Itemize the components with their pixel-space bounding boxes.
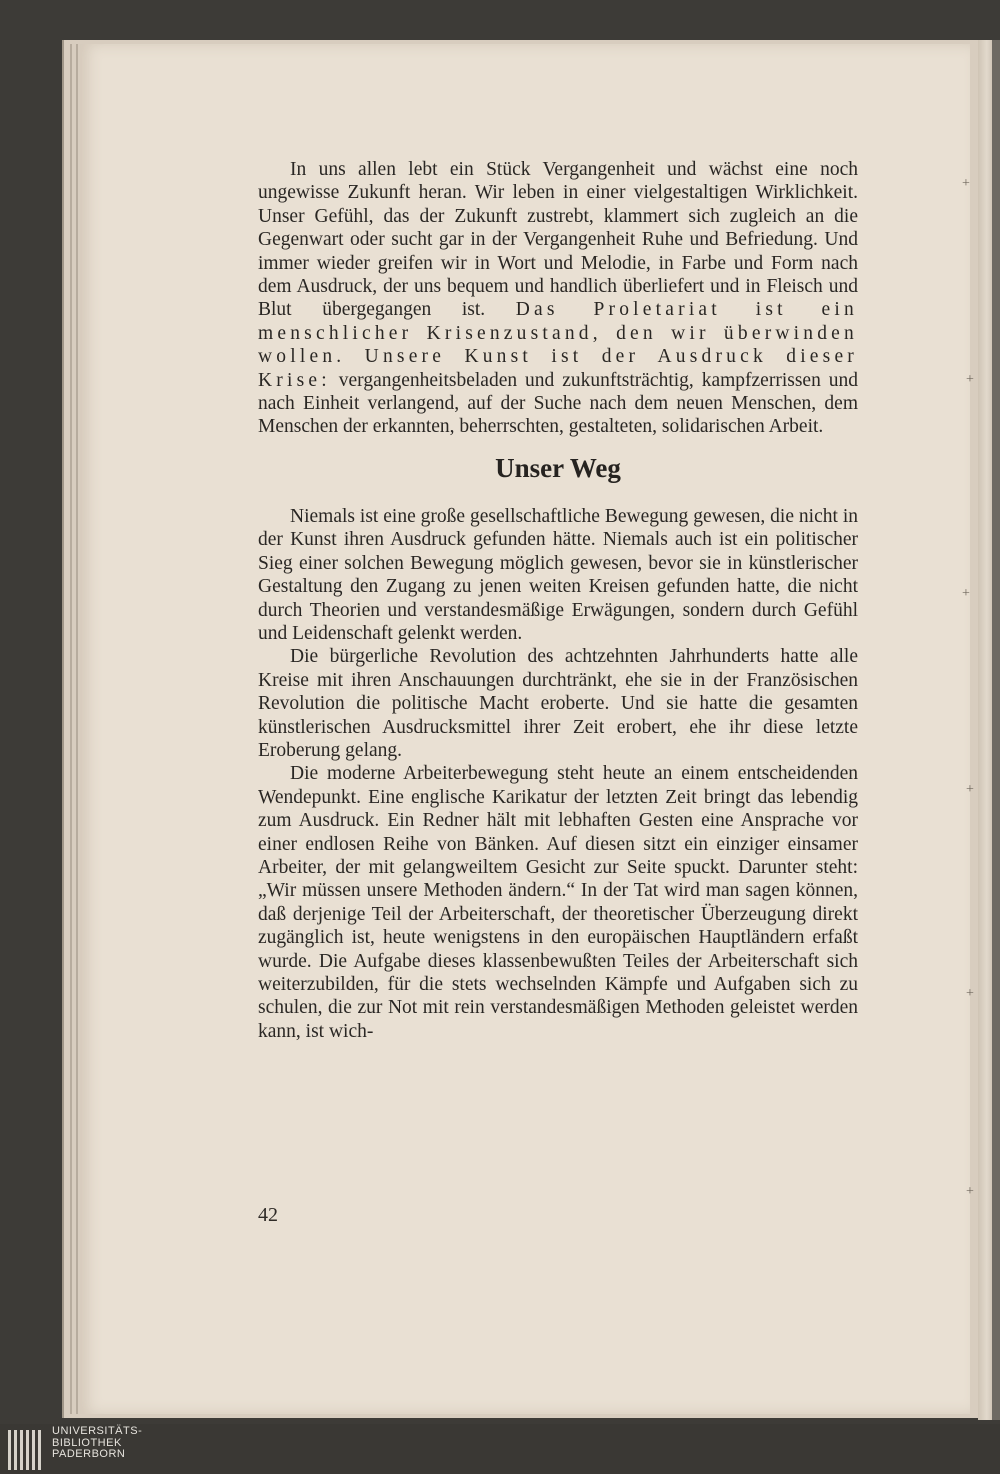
margin-mark-icon: + [962, 176, 970, 191]
section-heading: Unser Weg [495, 452, 621, 483]
paragraph: Niemals ist eine große gesellschaftliche Bewegung gewesen, die nicht in der Kunst ihren Ausdruck gefunden hätte. Niemals auch ist ein politischer Sieg einer solchen Bewegung möglich gewesen, bevor sie in künstlerischer Gestaltung den Zugang zu jenen weiten Kreisen gefunden hatte, die nicht durch Theorien und verstandesmäßige Erwägungen, sondern durch Gefühl und Leidenschaft gelenkt werden. [258, 505, 858, 644]
library-logo-icon [8, 1430, 42, 1470]
margin-mark-icon: + [962, 586, 970, 601]
facing-page-edge [978, 40, 1000, 1420]
paragraph: Die bürgerliche Revolution des achtzehnten Jahrhunderts hatte alle Kreise mit ihren Anschauungen durchtränkt, ehe sie in der Französischen Revolution die politische Macht eroberte. Und sie hatte die gesamten künstlerischen Ausdrucksmittel ihrer Zeit erobert, ehe ihr diese letzte Eroberung gelang. [258, 646, 858, 761]
footer-bar [0, 1424, 1000, 1474]
margin-mark-icon: + [966, 782, 974, 797]
margin-mark-icon: + [966, 372, 974, 387]
paragraph-text: vergangenheitsbeladen und zukunftsträchtig, kampfzerrissen und nach Einheit verlangend, auf der Suche nach dem neuen Menschen, dem Menschen der erkannten, beherrschten, gestalteten, solidarischen Arbeit. [258, 369, 858, 438]
paragraph-text: In uns allen lebt ein Stück Vergangenheit und wächst eine noch ungewisse Zukunft heran. Wir leben in einer vielgestaltigen Wirklichkeit. Unser Gefühl, das der Zukunft zustrebt, klammert sich zugleich an die Gegenwart oder sucht gar in der Vergangenheit Ruhe und Befriedung. Und immer wieder greifen wir in Wort und Melodie, in Farbe und Form nach dem Ausdruck, der uns bequem und handlich überliefert und in Fleisch und Blut übergegangen ist. [258, 159, 858, 321]
paragraph [258, 158, 858, 439]
emphasized-text: Das Proletariat ist ein menschlicher Krisenzustand, den wir überwinden wollen. Unsere Kunst ist der Ausdruck dieser Krise: [258, 299, 858, 391]
library-logo-text [52, 1426, 142, 1461]
logo-line: BIBLIOTHEK [52, 1436, 122, 1449]
paragraph: Die moderne Arbeiterbewegung steht heute an einem entscheidenden Wendepunkt. Eine englische Karikatur der letzten Zeit bringt das lebendig zum Ausdruck. Ein Redner hält mit lebhaften Gesten eine Ansprache vor einer endlosen Reihe von Bänken. Auf diesen sitzt ein einziger einsamer Arbeiter, der mit gelangweiltem Gesicht zur Seite spuckt. Darunter steht: „Wir müssen unsere Methoden ändern.“ In der Tat wird man sagen können, daß derjenige Teil der Arbeiterschaft, der theoretischer Überzeugung direkt zugänglich ist, heute wenigstens in den europäischen Hauptländern erfaßt wurde. Die Aufgabe dieses klassenbewußten Teiles der Arbeiterschaft sich weiterzubilden, für die stets wechselnden Kämpfe und Aufgaben sich zu schulen, die zur Not mit rein verstandesmäßigen Methoden geleistet werden kann, ist wich- [258, 763, 858, 1042]
body-text [258, 158, 858, 1043]
margin-mark-icon: + [966, 986, 974, 1001]
page-number: 42 [258, 1204, 278, 1226]
logo-line: UNIVERSITÄTS- [52, 1425, 143, 1437]
logo-line: PADERBORN [52, 1448, 126, 1460]
margin-mark-icon: + [966, 1184, 974, 1199]
